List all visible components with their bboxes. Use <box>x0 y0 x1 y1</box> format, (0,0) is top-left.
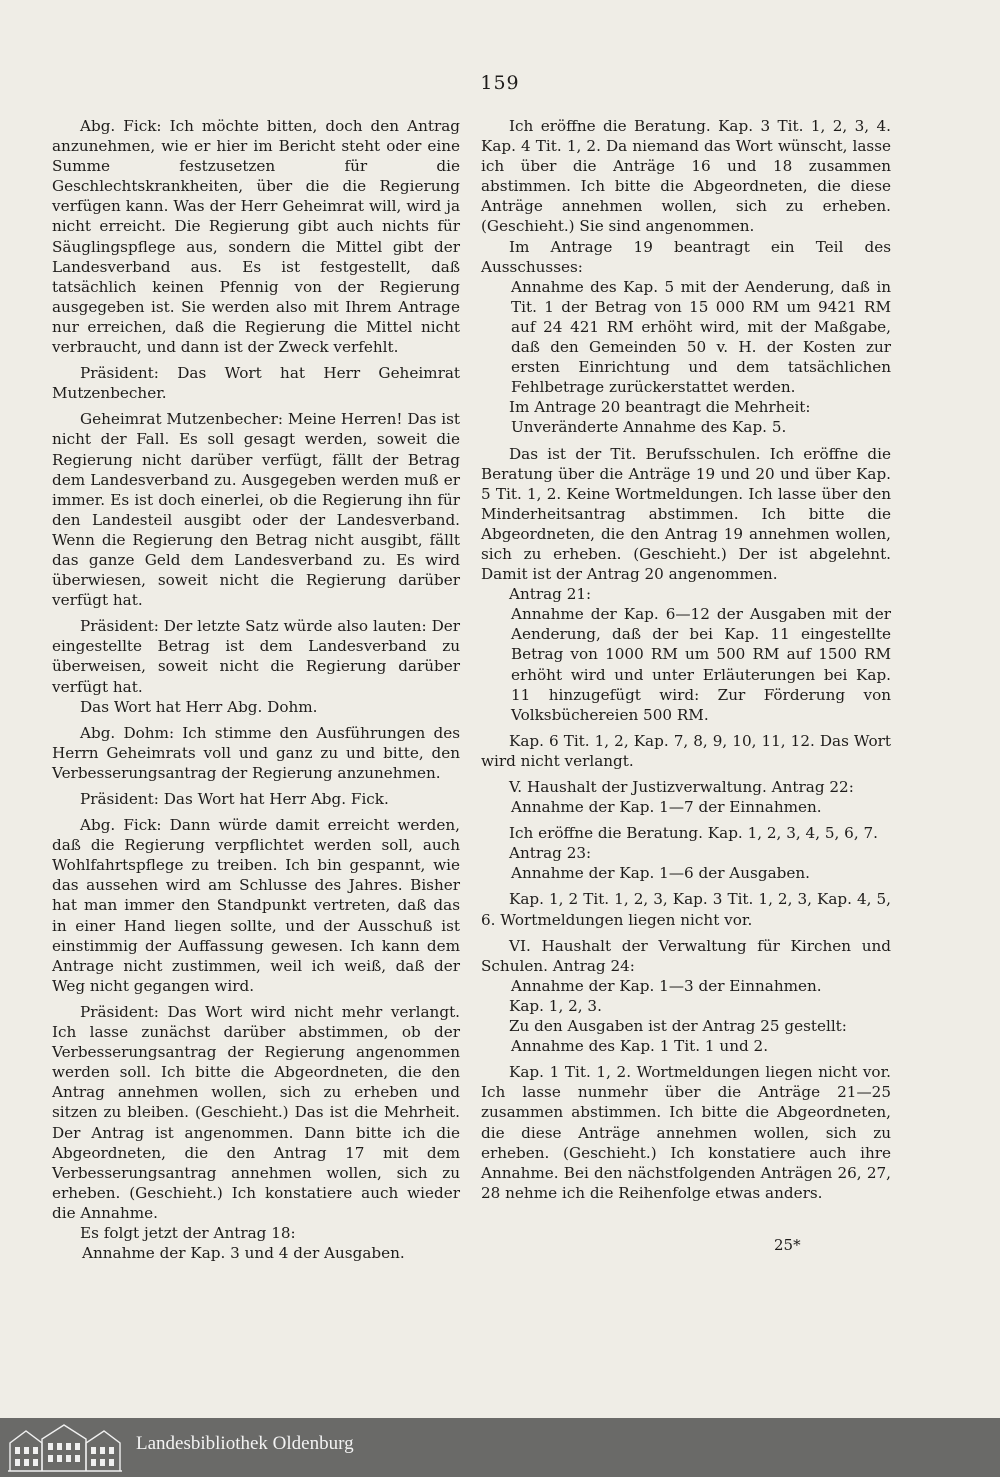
paragraph: V. Haushalt der Justizverwaltung. Antrag 22: <box>509 778 854 796</box>
paragraph: Abg. Dohm: Ich stimme den Ausführungen des Herrn Geheimrats voll und ganz zu und bitte, den Verbesserungsantrag der Regierung anzunehmen. <box>52 723 460 782</box>
paragraph: Antrag 23: <box>509 844 592 863</box>
paragraph: Präsident: Das Wort hat Herr Abg. Fick. <box>80 790 389 808</box>
paragraph: VI. Haushalt der Verwaltung für Kirchen und Schulen. Antrag 24: <box>481 936 891 975</box>
paragraph: Kap. 1, 2, 3. <box>509 996 602 1015</box>
signature-mark: 25* <box>774 1236 801 1254</box>
paragraph: Annahme der Kap. 1—6 der Ausgaben. <box>511 864 810 883</box>
paragraph: Im Antrage 20 beantragt die Mehrheit: <box>509 398 811 417</box>
paragraph: Geheimrat Mutzenbecher: Meine Herren! Das ist nicht der Fall. Es soll gesagt werden, soweit die Regierung nicht darüber verfügt, fällt der Betrag dem Landesverband zu. Ausgegeben werden muß er immer. Es ist doch einerlei, ob die Regierung ihn für den Landesteil ausgibt oder der Landesverband. Wenn die Regierung den Betrag nicht ausgibt, fällt das ganze Geld dem Landesverband zu. Es wird überwiesen, soweit nicht die Regierung darüber verfügt hat. <box>52 410 460 610</box>
paragraph: Das ist der Tit. Berufsschulen. Ich eröffne die Beratung über die Anträge 19 und 20 und über Kap. 5 Tit. 1, 2. Keine Wortmeldungen. Ich lasse über den Minderheitsantrag abstimmen. Ich bitte die Abgeordneten, die den Antrag 19 annehmen wollen, sich zu erheben. (Geschieht.) Der ist abgelehnt. Damit ist der Antrag 20 angenommen. <box>481 444 891 584</box>
paragraph: Kap. 6 Tit. 1, 2, Kap. 7, 8, 9, 10, 11, 12. Das Wort wird nicht verlangt. <box>481 731 891 770</box>
paragraph: Ich eröffne die Beratung. Kap. 3 Tit. 1, 2, 3, 4. Kap. 4 Tit. 1, 2. Da niemand das Wort wünscht, lasse ich über die Anträge 16 und 18 zusammen abstimmen. Ich bitte die Abgeordneten, die diese Anträge annehmen wollen, sich zu erheben. (Geschieht.) Sie sind angenommen. <box>481 117 891 236</box>
paragraph: Das Wort hat Herr Abg. Dohm. <box>80 697 318 716</box>
paragraph: Abg. Fick: Dann würde damit erreicht werden, daß die Regierung verpflichtet werden soll, auch Wohlfahrtspflege zu treiben. Ich bin gespannt, wie das aussehen wird am Schlusse des Jahres. Bisher hat man immer den Standpunkt vertreten, daß das in einer Hand liegen sollte, und der Ausschuß ist einstimmig der Auffassung gewesen. Ich kann dem Antrage nicht zustimmen, weil ich weiß, daß der Weg nicht gegangen wird. <box>52 816 460 995</box>
library-building-icon <box>6 1421 124 1473</box>
paragraph: Abg. Fick: Ich möchte bitten, doch den Antrag anzunehmen, wie er hier im Bericht steht oder eine Summe festzusetzen für die Geschlechtskrankheiten, über die die Regierung verfügen kann. Was der Herr Geheimrat will, wird ja nicht erreicht. Die Regierung gibt auch nichts für Säuglingspflege aus, sondern die Mittel gibt der Landesverband aus. Es ist festgestellt, daß tatsächlich keinen Pfennig von der Regierung ausgegeben ist. Sie werden also mit Ihrem Antrage nur erreichen, daß die Regierung die Mittel nicht verbraucht, und dann ist der Zweck verfehlt. <box>52 117 460 357</box>
paragraph: Annahme der Kap. 6—12 der Ausgaben mit der Aenderung, daß der bei Kap. 11 eingestellte Betrag von 1000 RM um 500 RM auf 1500 RM erhöht wird und unter Erläuterungen bei Kap. 11 hinzugefügt wird: Zur Förderung von Volksbüchereien 500 RM. <box>511 605 891 724</box>
paragraph: Ich eröffne die Beratung. Kap. 1, 2, 3, 4, 5, 6, 7. <box>509 824 878 843</box>
paragraph: Annahme der Kap. 3 und 4 der Ausgaben. <box>82 1244 405 1263</box>
paragraph: Annahme der Kap. 1—7 der Einnahmen. <box>511 798 822 817</box>
right-column <box>481 116 891 1209</box>
paragraph: Es folgt jetzt der Antrag 18: <box>80 1223 296 1242</box>
paragraph: Annahme der Kap. 1—3 der Einnahmen. <box>511 976 822 995</box>
paragraph: Zu den Ausgaben ist der Antrag 25 gestellt: <box>509 1017 847 1036</box>
paragraph: Präsident: Das Wort wird nicht mehr verlangt. Ich lasse zunächst darüber abstimmen, ob der Verbesserungsantrag der Regierung angenommen werden soll. Ich bitte die Abgeordneten, die den Antrag annehmen wollen, sich zu erheben und sitzen zu bleiben. (Geschieht.) Das ist die Mehrheit. Der Antrag ist angenommen. Dann bitte ich die Abgeordneten, die den Antrag 17 mit dem Verbesserungsantrag annehmen wollen, sich zu erheben. (Geschieht.) Ich konstatiere auch wieder die Annahme. <box>52 1002 460 1222</box>
footer-bar <box>0 1418 1000 1477</box>
paragraph: Präsident: Der letzte Satz würde also lauten: Der eingestellte Betrag ist dem Landesverband zu überweisen, soweit nicht die Regierung darüber verfügt hat. <box>52 617 460 696</box>
paragraph: Unveränderte Annahme des Kap. 5. <box>511 418 787 437</box>
left-column <box>52 116 460 1269</box>
paragraph: Annahme des Kap. 5 mit der Aenderung, daß in Tit. 1 der Betrag von 15 000 RM um 9421 RM auf 24 421 RM erhöht wird, mit der Maßgabe, daß den Gemeinden 50 v. H. der Kosten zur ersten Einrichtung und dem tatsächlichen Fehlbetrage zurückerstattet werden. <box>511 277 891 397</box>
paragraph: Im Antrage 19 beantragt ein Teil des Ausschusses: <box>481 237 891 276</box>
paragraph: Annahme des Kap. 1 Tit. 1 und 2. <box>511 1037 769 1056</box>
paragraph: Antrag 21: <box>509 585 592 604</box>
page-number: 159 <box>480 72 520 94</box>
paragraph: Kap. 1, 2 Tit. 1, 2, 3, Kap. 3 Tit. 1, 2, 3, Kap. 4, 5, 6. Wortmeldungen liegen nicht vor. <box>481 890 891 929</box>
paragraph: Präsident: Das Wort hat Herr Geheimrat Mutzenbecher. <box>52 364 460 403</box>
library-name: Landesbibliothek Oldenburg <box>136 1433 354 1454</box>
paragraph: Kap. 1 Tit. 1, 2. Wortmeldungen liegen nicht vor. Ich lasse nunmehr über die Anträge 21—25 zusammen abstimmen. Ich bitte die Abgeordneten, die diese Anträge annehmen wollen, sich zu erheben. (Geschieht.) Ich konstatiere auch ihre Annahme. Bei den nächstfolgenden Anträgen 26, 27, 28 nehme ich die Reihenfolge etwas anders. <box>481 1063 891 1202</box>
